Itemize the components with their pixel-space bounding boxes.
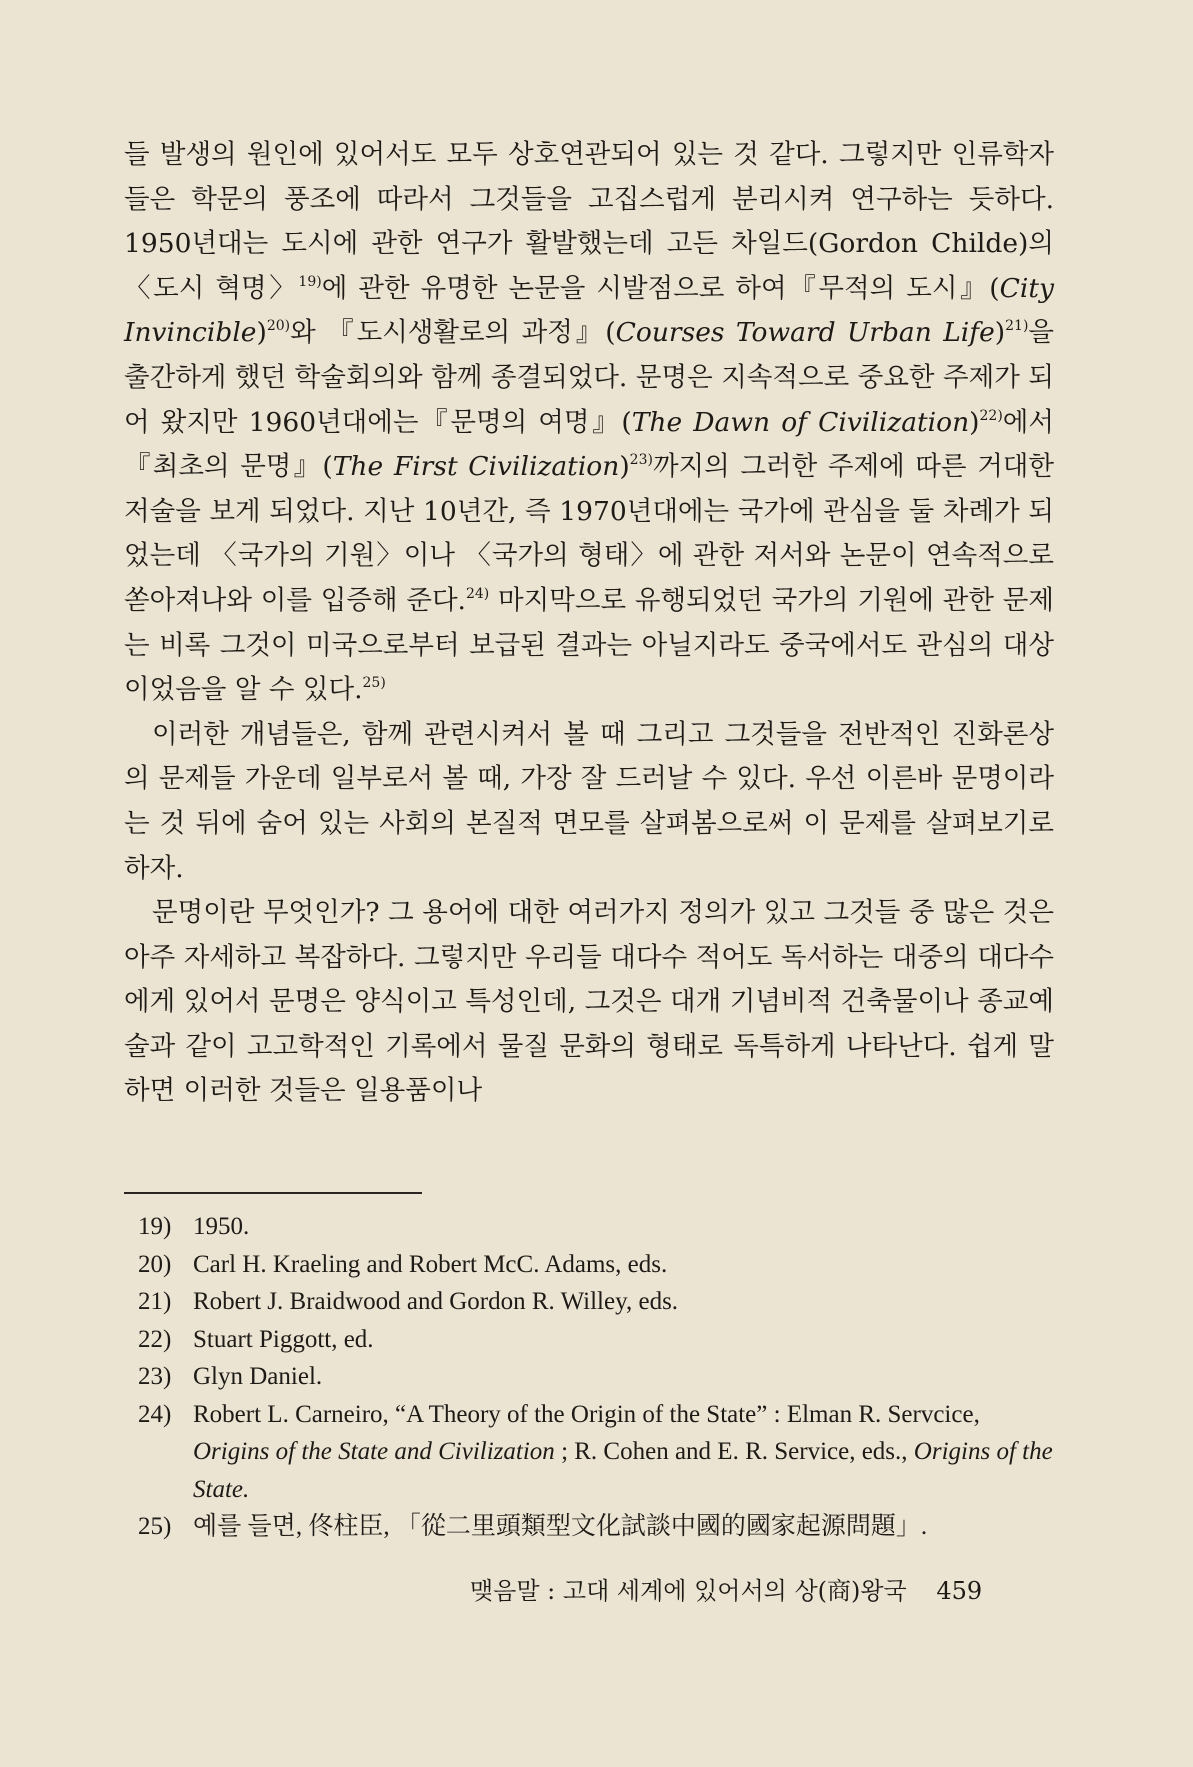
text-run: Robert J. Braidwood and Gordon R. Willey, eds. bbox=[193, 1288, 679, 1315]
text-run: 에서 『최초의 문명』( bbox=[124, 406, 1054, 483]
text-run: ) bbox=[619, 451, 630, 483]
footnote-ref: 21) bbox=[1005, 318, 1029, 335]
footnote-ref: 20) bbox=[266, 318, 291, 335]
footnote-text bbox=[193, 1321, 1058, 1359]
italic-title: The Dawn of Civilization bbox=[631, 406, 970, 438]
italic-title: The First Civilization bbox=[332, 451, 620, 483]
footnote bbox=[138, 1321, 1058, 1359]
footnote-text bbox=[193, 1396, 1058, 1509]
body-paragraph bbox=[124, 713, 1054, 891]
text-run: Stuart Piggott, ed. bbox=[193, 1325, 374, 1353]
footnote bbox=[138, 1396, 1058, 1509]
footnote-text bbox=[193, 1283, 1058, 1321]
footnote-ref: 23) bbox=[629, 452, 653, 469]
footnote-number: 20) bbox=[138, 1250, 172, 1278]
footnote bbox=[138, 1283, 1058, 1321]
footnote-number: 23) bbox=[138, 1363, 172, 1390]
footnote bbox=[138, 1508, 1058, 1546]
text-run: Glyn Daniel. bbox=[193, 1363, 323, 1390]
text-run: 까지의 그러한 주제에 따른 거대한 저술을 보게 되었다. 지난 10년간, 즉 1970년대에는 국가에 관심을 둘 차례가 되었는데 〈국가의 기원〉이나 〈국가의 형태〉에 관한 저서와 논문이 연속적으로 쏟아져나와 이를 입증해 준다. bbox=[124, 451, 1054, 616]
text-run: ) bbox=[994, 317, 1006, 349]
text-run: ) bbox=[256, 317, 267, 349]
italic-title: Courses Toward Urban Life bbox=[615, 317, 995, 349]
footnotes bbox=[138, 1208, 1058, 1546]
text-run: Robert L. Carneiro, “A Theory of the Origin of the State” : Elman R. Servcice, bbox=[193, 1400, 980, 1428]
text-run: Carl H. Kraeling and Robert McC. Adams, eds. bbox=[193, 1250, 668, 1278]
text-run: ) bbox=[969, 406, 980, 438]
footnote-number: 21) bbox=[138, 1288, 172, 1315]
italic-title: Origins of the State and Civilization bbox=[193, 1438, 555, 1465]
footnote-ref: 24) bbox=[465, 585, 490, 602]
footnote-number: 24) bbox=[138, 1400, 172, 1428]
footnote-text bbox=[193, 1246, 1058, 1284]
text-run: 을 출간하게 했던 학술회의와 함께 종결되었다. 문명은 지속적으로 중요한 주제가 되어 왔지만 1960년대에는『문명의 여명』( bbox=[124, 317, 1055, 438]
text-run: 들 발생의 원인에 있어서도 모두 상호연관되어 있는 것 같다. 그렇지만 인류학자들은 학문의 풍조에 따라서 그것들을 고집스럽게 분리시켜 연구하는 듯하다. 1950년대는 도시에 관한 연구가 활발했는데 고든 차일드(Gordon Childe)의 〈도시 혁명〉 bbox=[124, 139, 1054, 304]
footnote-number: 22) bbox=[138, 1325, 172, 1353]
main-text bbox=[124, 133, 1054, 1114]
footnote-divider bbox=[124, 1192, 422, 1194]
running-footer bbox=[470, 1573, 1040, 1609]
footnote-number: 25) bbox=[138, 1513, 172, 1540]
footnote-text bbox=[193, 1508, 1058, 1546]
italic-title: City Invincible bbox=[124, 272, 1054, 349]
footnote-ref: 19) bbox=[298, 273, 322, 290]
body-paragraph bbox=[124, 133, 1054, 713]
footnote bbox=[138, 1358, 1058, 1396]
footnote-ref: 25) bbox=[362, 675, 386, 692]
footnote bbox=[138, 1208, 1058, 1246]
footnote-ref: 22) bbox=[979, 407, 1003, 424]
text-run: 와 『도시생활로의 과정』( bbox=[290, 317, 616, 349]
text-run: ; R. Cohen and E. R. Service, eds., bbox=[554, 1438, 914, 1465]
page-number: 459 bbox=[936, 1577, 983, 1605]
italic-title: Origins of the State. bbox=[193, 1438, 1053, 1503]
text-run: 마지막으로 유행되었던 국가의 기원에 관한 문제는 비록 그것이 미국으로부터 보급된 결과는 아닐지라도 중국에서도 관심의 대상이었음을 알 수 있다. bbox=[124, 584, 1054, 706]
running-title: 맺음말 : 고대 세계에 있어서의 상(商)왕국 bbox=[470, 1577, 907, 1605]
text-run: 1950. bbox=[193, 1213, 250, 1240]
footnote bbox=[138, 1246, 1058, 1284]
text-run: 이러한 개념들은, 함께 관련시켜서 볼 때 그리고 그것들을 전반적인 진화론상의 문제들 가운데 일부로서 볼 때, 가장 잘 드러날 수 있다. 우선 이른바 문명이라는 것 뒤에 숨어 있는 사회의 본질적 면모를 살펴봄으로써 이 문제를 살펴보기로 하자. bbox=[124, 718, 1054, 884]
text-run: 예를 들면, 佟柱臣, 「從二里頭類型文化試談中國的國家起源問題」. bbox=[193, 1513, 928, 1540]
footnote-number: 19) bbox=[138, 1213, 172, 1240]
footnote-text bbox=[193, 1208, 1058, 1246]
body-paragraph bbox=[124, 891, 1054, 1114]
text-run: 문명이란 무엇인가? 그 용어에 대한 여러가지 정의가 있고 그것들 중 많은 것은 아주 자세하고 복잡하다. 그렇지만 우리들 대다수 적어도 독서하는 대중의 대다수에게 있어서 문명은 양식이고 특성인데, 그것은 대개 기념비적 건축물이나 종교예술과 같이 고고학적인 기록에서 물질 문화의 형태로 독특하게 나타난다. 쉽게 말하면 이러한 것들은 일용품이나 bbox=[124, 897, 1054, 1107]
footnote-text bbox=[193, 1358, 1058, 1396]
text-run: 에 관한 유명한 논문을 시발점으로 하여『무적의 도시』( bbox=[321, 272, 1000, 304]
